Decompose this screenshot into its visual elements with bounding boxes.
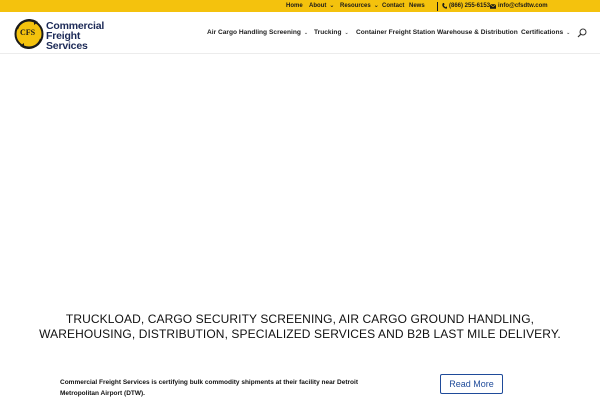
topbar-about-link[interactable]: About ⌄	[309, 3, 335, 9]
logo-line-2: Freight Services	[46, 30, 88, 52]
chevron-down-icon: ⌄	[329, 3, 335, 9]
chevron-down-icon: ⌄	[373, 3, 379, 9]
hero-tagline	[0, 312, 600, 342]
hero-tagline-line-1: TRUCKLOAD, CARGO SECURITY SCREENING, AIR CARGO GROUND HANDLING,	[65, 312, 535, 326]
logo-text	[46, 21, 124, 51]
chevron-down-icon: ⌄	[303, 29, 309, 36]
nav-container-freight-station[interactable]: Container Freight Station	[356, 29, 436, 36]
chevron-down-icon: ⌄	[344, 29, 349, 36]
logo[interactable]	[14, 17, 124, 51]
hero-image-area	[0, 55, 600, 305]
topbar-contact-link[interactable]: Contact	[382, 3, 405, 9]
nav-warehouse-distribution[interactable]: Warehouse & Distribution	[437, 29, 518, 36]
topbar-email-link[interactable]: info@cfsdtw.com	[490, 2, 548, 10]
nav-screening[interactable]: Screening ⌄	[269, 29, 309, 36]
announcement-text: Commercial Freight Services is certifying bulk commodity shipments at their facility near Detroit Metropolitan Airport (DTW).	[60, 379, 359, 397]
topbar-news-link[interactable]: News	[409, 3, 425, 9]
logo-mark-text: CFS	[20, 28, 36, 37]
site-header	[0, 12, 600, 54]
envelope-icon	[490, 4, 496, 9]
nav-trucking[interactable]: Trucking ⌄	[314, 29, 349, 36]
topbar-resources-link[interactable]: Resources ⌄	[340, 3, 379, 9]
nav-air-cargo-handling[interactable]: Air Cargo Handling	[207, 29, 268, 36]
read-more-button[interactable]: Read More	[440, 374, 503, 394]
search-icon[interactable]	[577, 28, 587, 38]
top-bar	[0, 0, 600, 12]
topbar-divider	[437, 2, 438, 11]
topbar-phone-link[interactable]: (866) 255-6153	[442, 2, 490, 10]
phone-icon	[442, 3, 447, 9]
chevron-down-icon: ⌄	[566, 29, 571, 36]
logo-line-1: Commercial	[46, 20, 105, 32]
nav-certifications[interactable]: Certifications ⌄	[521, 29, 571, 36]
hero-tagline-line-2: WAREHOUSING, DISTRIBUTION, SPECIALIZED SERVICES AND B2B LAST MILE DELIVERY.	[39, 327, 561, 341]
topbar-home-link[interactable]: Home	[286, 3, 303, 9]
